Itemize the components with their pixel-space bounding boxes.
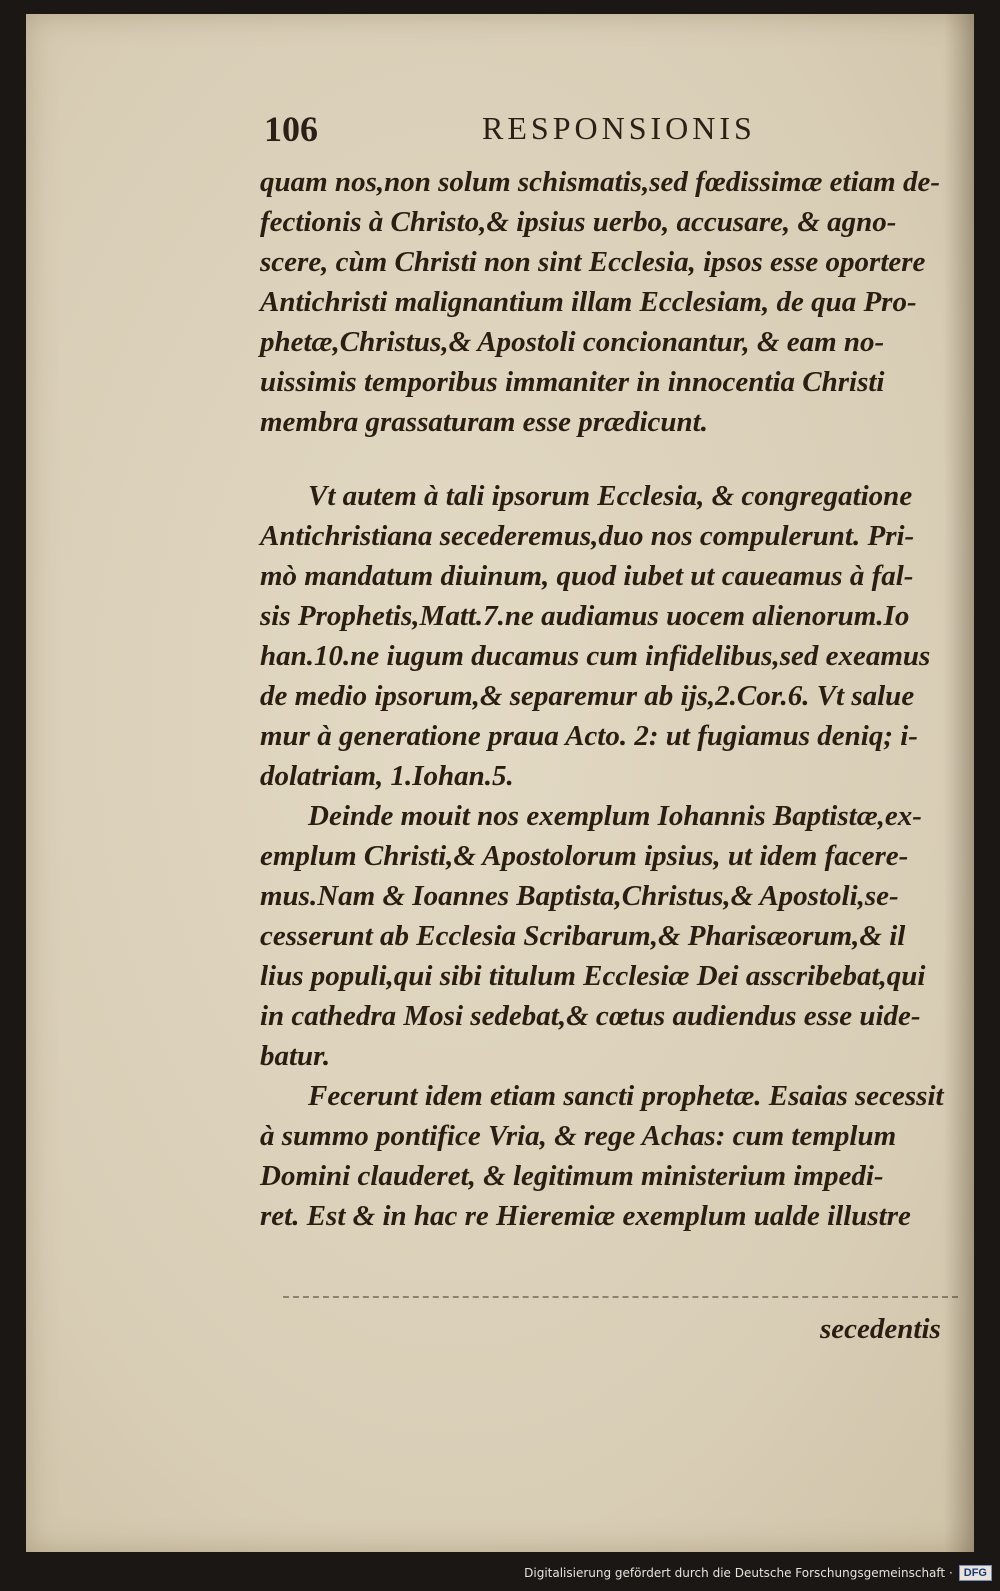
text-line: Vt autem à tali ipsorum Ecclesia, & congregatione (308, 480, 913, 512)
text-line: batur. (260, 1040, 331, 1072)
dfg-logo: DFG (959, 1565, 992, 1581)
text-line: dolatriam, 1.Iohan.5. (260, 760, 514, 792)
print-rule (283, 1296, 958, 1298)
text-line: quam nos,non solum schismatis,sed fœdissimæ etiam de- (260, 166, 940, 198)
running-title: RESPONSIONIS (482, 110, 756, 146)
text-line: cesserunt ab Ecclesia Scribarum,& Pharisæorum,& il (260, 920, 906, 952)
text-line: mur à generatione praua Acto. 2: ut fugiamus deniq; i- (260, 720, 918, 752)
text-line: Antichristiana secederemus,duo nos compulerunt. Pri- (260, 520, 915, 552)
text-line: de medio ipsorum,& separemur ab ijs,2.Cor.6. Vt salue (260, 680, 915, 712)
text-line: Deinde mouit nos exemplum Iohannis Baptistæ,ex- (308, 800, 922, 832)
text-line: han.10.ne iugum ducamus cum infidelibus,sed exeamus (260, 640, 931, 672)
text-line: uissimis temporibus immaniter in innocentia Christi (260, 366, 885, 398)
text-line: Domini clauderet, & legitimum ministerium impedi- (260, 1160, 884, 1192)
page-number: 106 (264, 109, 318, 149)
text-line: à summo pontifice Vria, & rege Achas: cum templum (260, 1120, 897, 1152)
text-line: sis Prophetis,Matt.7.ne audiamus uocem alienorum.Io (260, 600, 910, 632)
catchword: secedentis (820, 1313, 941, 1345)
text-line: scere, cùm Christi non sint Ecclesia, ipsos esse oportere (260, 246, 926, 278)
text-line: emplum Christi,& Apostolorum ipsius, ut idem facere- (260, 840, 909, 872)
text-line: membra grassaturam esse prædicunt. (260, 406, 708, 438)
running-head (264, 106, 954, 156)
footer-credit: Digitalisierung gefördert durch die Deutsche Forschungsgemeinschaft · (524, 1566, 953, 1580)
text-line: fectionis à Christo,& ipsius uerbo, accusare, & agno- (260, 206, 897, 238)
text-line: mò mandatum diuinum, quod iubet ut caueamus à fal- (260, 560, 914, 592)
body-text (260, 162, 960, 1236)
text-line: Antichristi malignantium illam Ecclesiam, de qua Pro- (260, 286, 917, 318)
text-line: in cathedra Mosi sedebat,& cœtus audiendus esse uide- (260, 1000, 921, 1032)
text-line: lius populi,qui sibi titulum Ecclesiæ Dei asscribebat,qui (260, 960, 926, 992)
text-line: mus.Nam & Ioannes Baptista,Christus,& Apostoli,se- (260, 880, 899, 912)
text-line: ret. Est & in hac re Hieremiæ exemplum ualde illustre (260, 1200, 911, 1232)
text-line: phetæ,Christus,& Apostoli concionantur, & eam no- (260, 326, 885, 358)
text-line: Fecerunt idem etiam sancti prophetæ. Esaias secessit (308, 1080, 944, 1112)
digitization-footer (524, 1562, 992, 1584)
paragraph-gap (260, 442, 960, 476)
